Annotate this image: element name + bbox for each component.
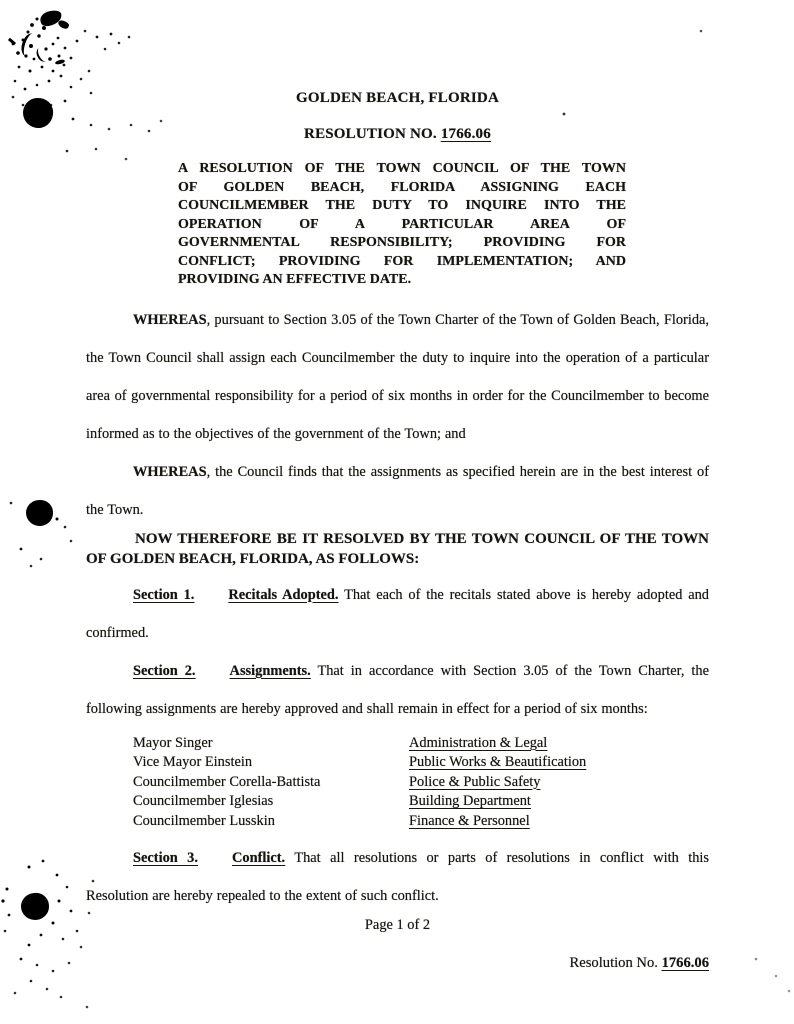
hole-punch-mark-middle bbox=[26, 500, 53, 526]
section-3-paragraph bbox=[86, 839, 709, 915]
assignment-member: Vice Mayor Einstein bbox=[133, 754, 253, 770]
assignment-member: Councilmember Iglesias bbox=[133, 793, 274, 809]
section-2-paragraph bbox=[86, 652, 709, 728]
section-text: That all resolutions or parts of resolutions in conflict with this Resolution are hereby repealed to the extent of such conflict. bbox=[86, 850, 709, 904]
section-text: That each of the recitals stated above is hereby adopted and confirmed. bbox=[86, 586, 709, 641]
footer-resolution-label: Resolution No. bbox=[569, 955, 662, 971]
whereas-lead: WHEREAS bbox=[133, 311, 207, 328]
ink-smudge-mark bbox=[57, 19, 70, 30]
ink-dash-mark bbox=[8, 38, 16, 45]
caption-line: CONFLICT; PROVIDING FOR IMPLEMENTATION; AND bbox=[178, 253, 626, 269]
assignment-area: Public Works & Beautification bbox=[409, 754, 587, 770]
hole-punch-mark-bottom bbox=[20, 892, 51, 922]
assignment-area: Police & Public Safety bbox=[409, 773, 541, 790]
assignment-area: Building Department bbox=[409, 793, 531, 809]
whereas-text: , the Council finds that the assignments as specified herein are in the best interest of the Town. bbox=[86, 463, 709, 518]
assignment-row bbox=[133, 734, 709, 754]
assignments-list bbox=[133, 734, 709, 832]
hole-punch-mark-top bbox=[21, 96, 55, 130]
assignment-member: Councilmember Lusskin bbox=[133, 812, 275, 829]
resolved-line: NOW THEREFORE BE IT RESOLVED BY THE TOWN COUNCIL OF THE TOWN bbox=[135, 530, 709, 547]
caption-line: A RESOLUTION OF THE TOWN COUNCIL OF THE TOWN bbox=[178, 161, 626, 176]
document-content bbox=[86, 0, 709, 973]
section-number: Section 1. bbox=[133, 586, 195, 603]
caption-line: PROVIDING AN EFFECTIVE DATE. bbox=[178, 272, 412, 287]
assignment-area: Finance & Personnel bbox=[409, 812, 530, 829]
section-text: That in accordance with Section 3.05 of the Town Charter, the following assignments are hereby approved and shall remain in effect for a period of six months: bbox=[86, 662, 709, 717]
resolution-number-label: RESOLUTION NO. bbox=[304, 126, 441, 142]
assignment-area: Administration & Legal bbox=[409, 734, 548, 751]
resolved-clause bbox=[86, 529, 709, 569]
section-heading: Recitals Adopted. bbox=[228, 586, 339, 603]
whereas-lead: WHEREAS bbox=[133, 463, 207, 480]
whereas-text: , pursuant to Section 3.05 of the Town Charter of the Town of Golden Beach, Florida, the Town Council shall assign each Councilmember the duty to inquire into the operation of a particular area of governmental responsibility for a period of six months in order for the Councilmember to become informed as to the objectives of the government of the Town; and bbox=[86, 311, 709, 442]
assignment-row bbox=[133, 812, 709, 832]
section-number: Section 2. bbox=[133, 662, 196, 679]
resolution-number-value: 1766.06 bbox=[440, 126, 491, 142]
footer-resolution-line bbox=[86, 953, 709, 973]
assignment-member: Councilmember Corella-Battista bbox=[133, 773, 321, 790]
resolved-line: OF GOLDEN BEACH, FLORIDA, AS FOLLOWS: bbox=[86, 550, 420, 567]
scan-noise-specks-bottom-left bbox=[0, 0, 2, 2]
caption-line: OPERATION OF A PARTICULAR AREA OF bbox=[178, 216, 626, 232]
document-title: GOLDEN BEACH, FLORIDA bbox=[296, 90, 499, 106]
assignment-member: Mayor Singer bbox=[133, 734, 213, 751]
section-heading: Assignments. bbox=[229, 662, 311, 679]
assignment-row bbox=[133, 792, 709, 812]
footer-resolution-number: 1766.06 bbox=[661, 955, 709, 971]
section-1-paragraph bbox=[86, 576, 709, 652]
assignment-row bbox=[133, 773, 709, 793]
assignment-row bbox=[133, 753, 709, 773]
section-heading: Conflict. bbox=[231, 850, 286, 866]
caption-line: COUNCILMEMBER THE DUTY TO INQUIRE INTO THE bbox=[178, 198, 626, 213]
whereas-clause-1 bbox=[86, 301, 709, 453]
ink-squiggle-mark bbox=[34, 45, 50, 63]
caption-line: OF GOLDEN BEACH, FLORIDA ASSIGNING EACH bbox=[178, 179, 626, 195]
resolution-caption bbox=[178, 160, 626, 290]
page-number: Page 1 of 2 bbox=[364, 917, 431, 933]
caption-line: GOVERNMENTAL RESPONSIBILITY; PROVIDING FOR bbox=[178, 235, 626, 250]
whereas-clause-2 bbox=[86, 453, 709, 529]
resolution-number-heading bbox=[86, 124, 709, 144]
ink-dash-mark bbox=[55, 59, 66, 65]
section-number: Section 3. bbox=[133, 850, 198, 866]
